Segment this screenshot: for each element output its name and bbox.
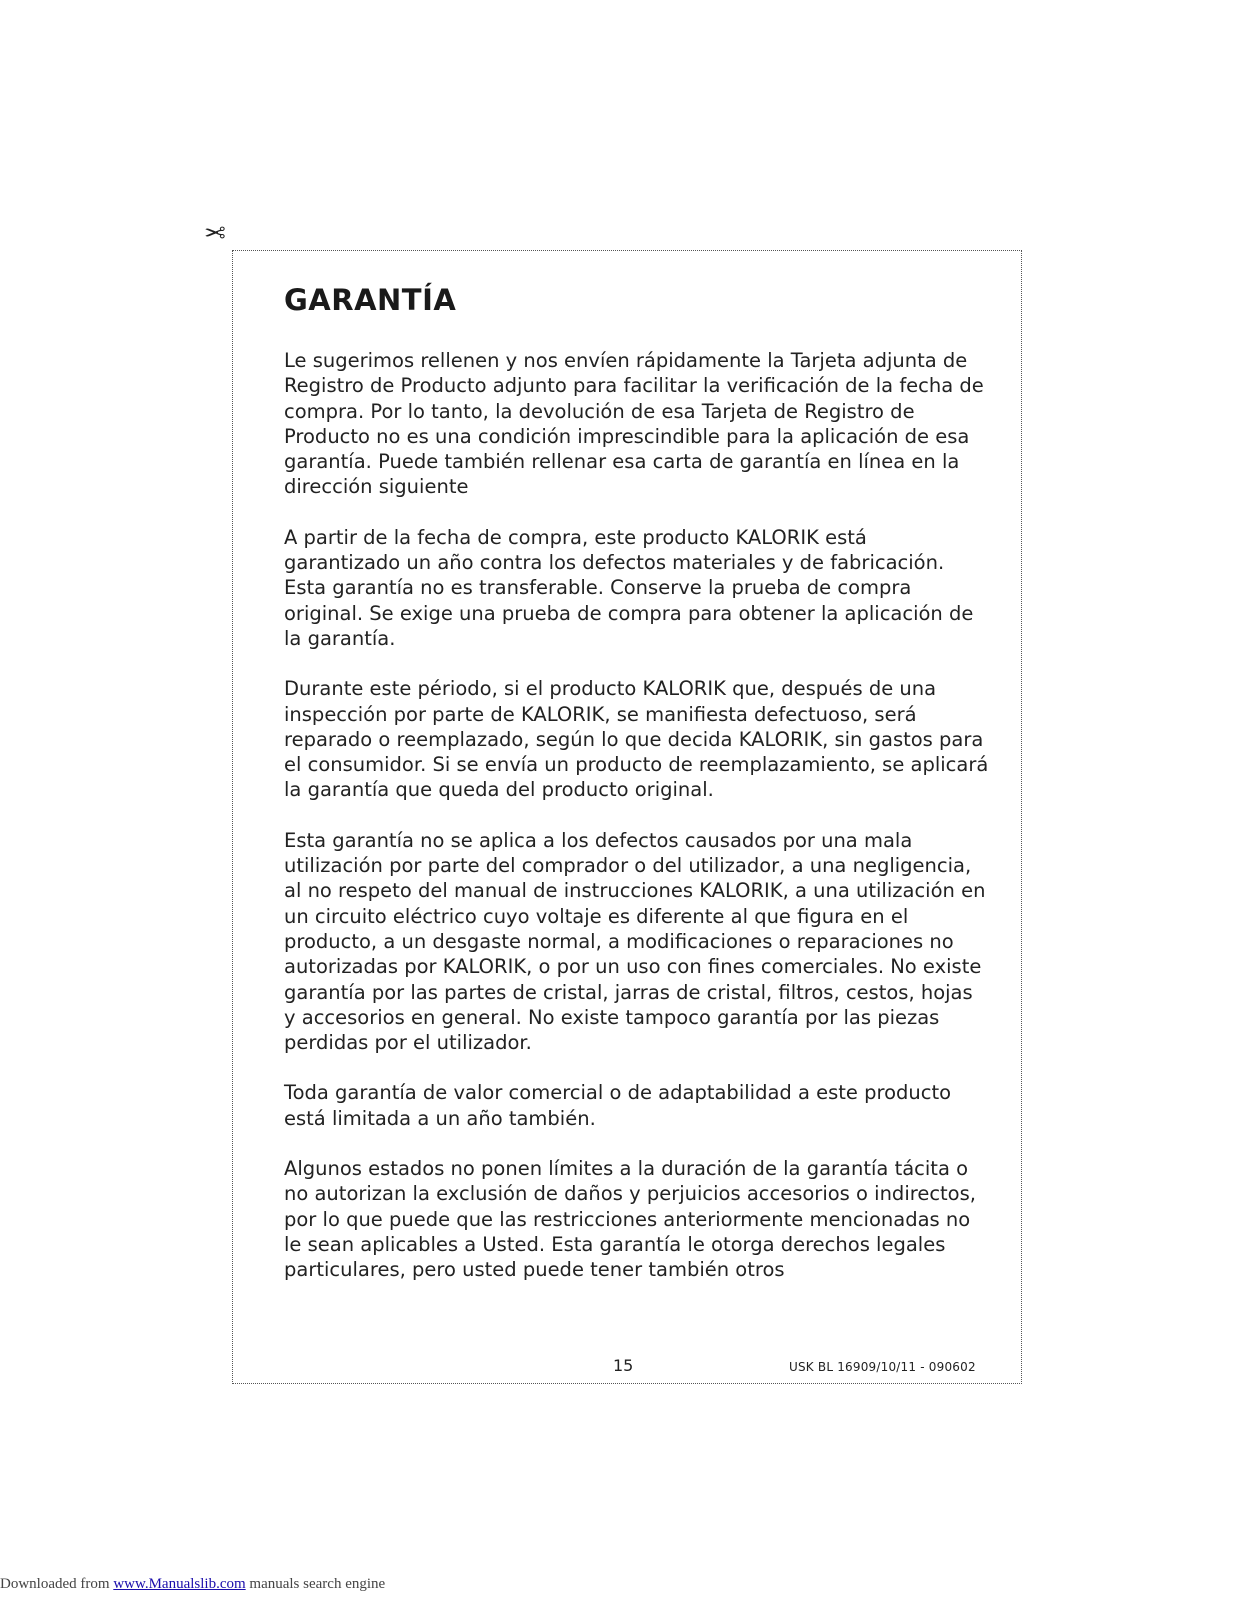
paragraph-repair: Durante este périodo, si el producto KALORIK que, después de una inspección por parte de KALORIK, se manifiesta defectuoso, será reparado o reemplazado, según lo que decida KALORIK, sin gastos para el consumidor. Si se envía un producto de reemplazamiento, se aplicará la garantía que queda del producto original. bbox=[284, 677, 989, 802]
warranty-card bbox=[232, 250, 1022, 1384]
download-prefix: Downloaded from bbox=[0, 1576, 114, 1592]
scissors-icon: ✂ bbox=[204, 216, 226, 246]
document-reference: USK BL 16909/10/11 - 090602 bbox=[789, 1360, 976, 1374]
download-suffix: manuals search engine bbox=[245, 1576, 386, 1592]
warranty-body bbox=[284, 348, 989, 1308]
warranty-title: GARANTÍA bbox=[284, 283, 457, 317]
page-number: 15 bbox=[613, 1356, 634, 1375]
paragraph-registration: Le sugerimos rellenen y nos envíen rápidamente la Tarjeta adjunta de Registro de Producto adjunto para facilitar la verificación de la fecha de compra. Por lo tanto, la devolución de esa Tarjeta de Registro de Producto no es una condición imprescindible para la aplicación de esa garantía. Puede también rellenar esa carta de garantía en línea en la dirección siguiente bbox=[284, 349, 984, 499]
paragraph-coverage: A partir de la fecha de compra, este producto KALORIK está garantizado un año contra los defectos materiales y de fabricación. Esta garantía no es transferable. Conserve la prueba de compra original. Se exige una prueba de compra para obtener la aplicación de la garantía. bbox=[284, 525, 974, 650]
paragraph-state-laws: Algunos estados no ponen límites a la duración de la garantía tácita o no autorizan la exclusión de daños y perjuicios accesorios o indirectos, por lo que puede que las restricciones anteriormente mencionadas no le sean aplicables a Usted. Esta garantía le otorga derechos legales particulares, pero usted puede tener también otros bbox=[284, 1157, 976, 1282]
paragraph-commercial-value: Toda garantía de valor comercial o de adaptabilidad a este producto está limitada a un año también. bbox=[284, 1081, 952, 1130]
manualslib-link[interactable]: www.Manualslib.com bbox=[113, 1576, 246, 1592]
paragraph-exclusions: Esta garantía no se aplica a los defectos causados por una mala utilización por parte del comprador o del utilizador, a una negligencia, al no respeto del manual de instrucciones KALORIK, a una utilización en un circuito eléctrico cuyo voltaje es diferente al que figura en el producto, a un desgaste normal, a modificaciones o reparaciones no autorizadas por KALORIK, o por un uso con fines comerciales. No existe garantía por las partes de cristal, jarras de cristal, filtros, cestos, hojas y accesorios en general. No existe tampoco garantía por las piezas perdidas por el utilizador. bbox=[284, 828, 986, 1055]
download-footer bbox=[0, 1576, 385, 1593]
